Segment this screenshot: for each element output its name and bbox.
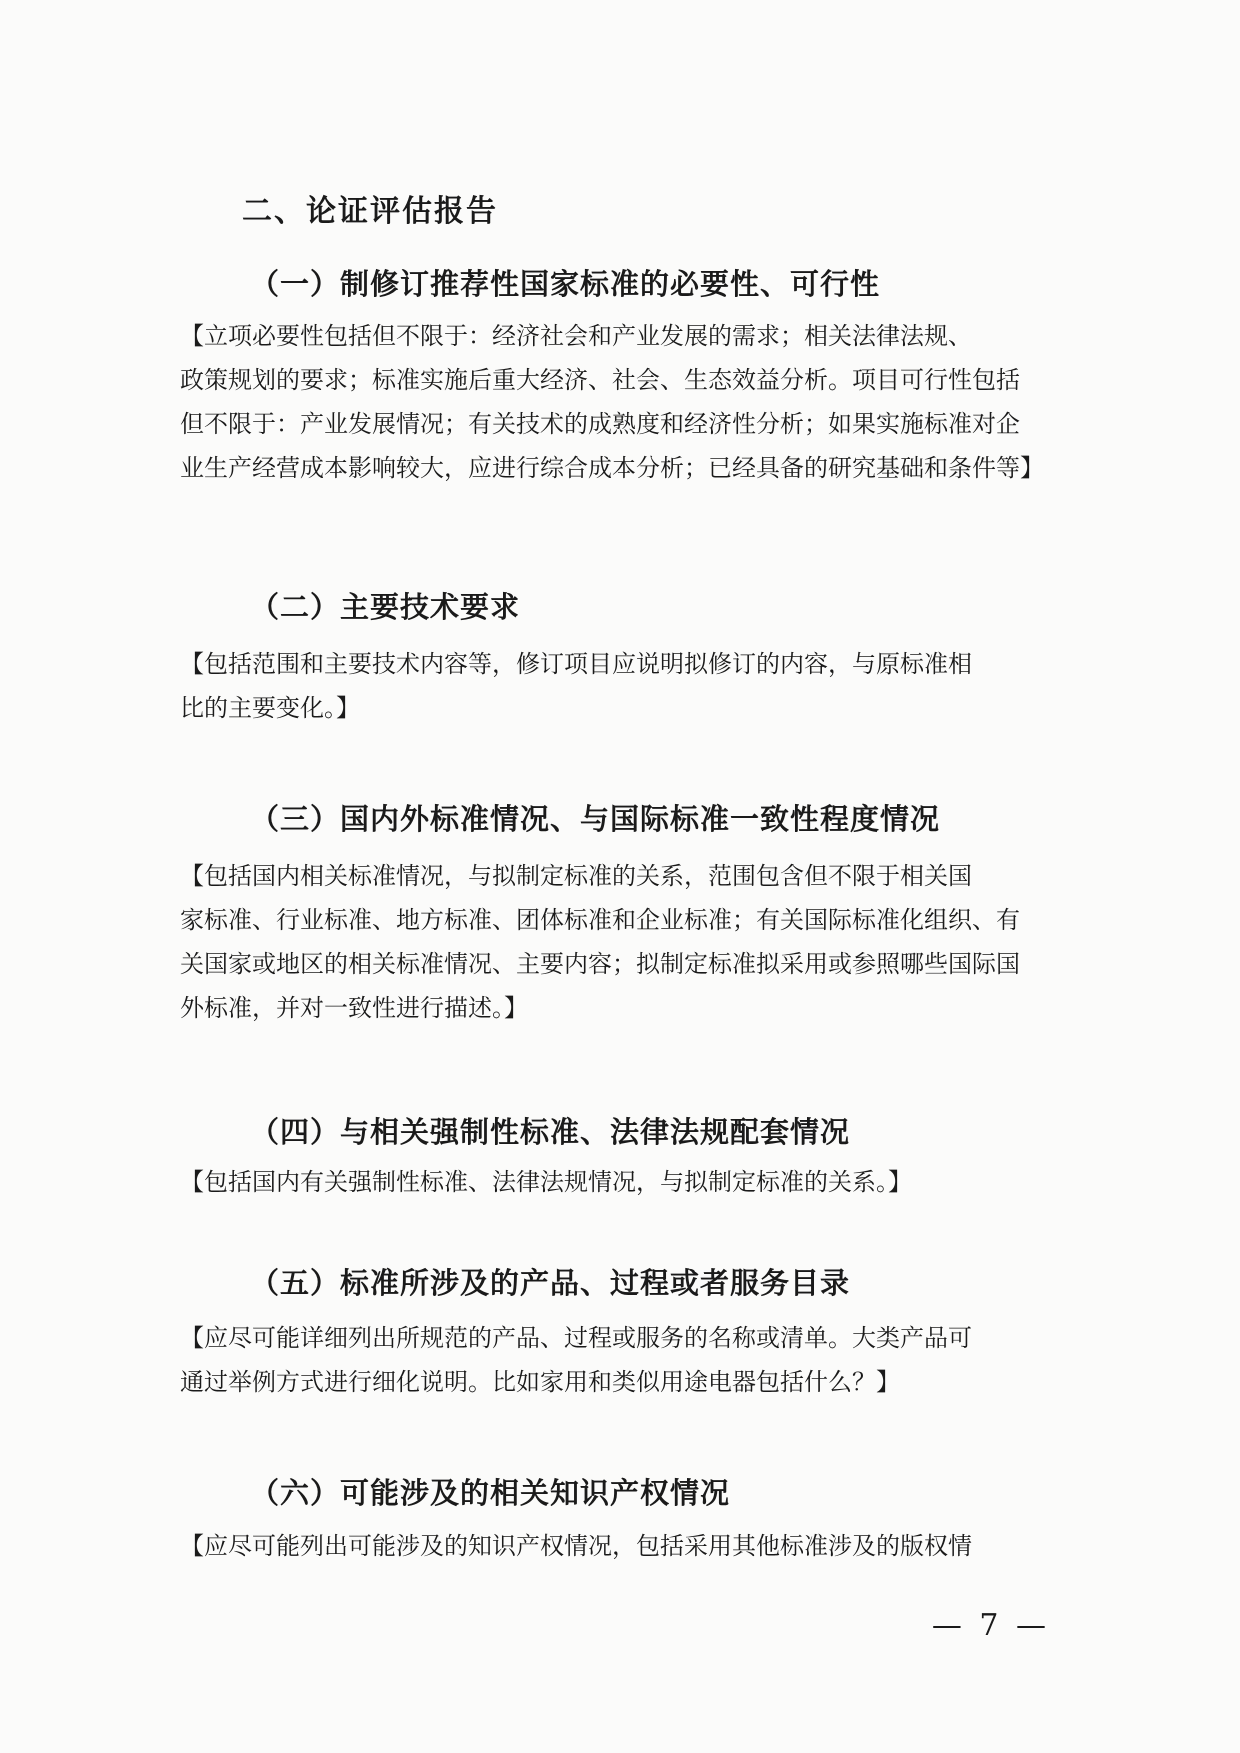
section-note-3	[180, 854, 1050, 1030]
section-note-2	[180, 642, 1050, 730]
note-line: 关国家或地区的相关标准情况、主要内容；拟制定标准拟采用或参照哪些国际国	[180, 950, 1020, 978]
section-heading-5: （五）标准所涉及的产品、过程或者服务目录	[250, 1266, 851, 1300]
note-line: 家标准、行业标准、地方标准、团体标准和企业标准；有关国际标准化组织、有	[180, 906, 1020, 934]
section-heading-2: （二）主要技术要求	[250, 590, 521, 624]
section-heading-4: （四）与相关强制性标准、法律法规配套情况	[250, 1115, 851, 1149]
note-line: 【包括国内有关强制性标准、法律法规情况，与拟制定标准的关系。】	[180, 1168, 912, 1196]
note-line: 比的主要变化。】	[180, 694, 360, 722]
note-line: 但不限于：产业发展情况；有关技术的成熟度和经济性分析；如果实施标准对企	[180, 410, 1020, 438]
section-note-5	[180, 1316, 1050, 1404]
section-note-6	[180, 1524, 1050, 1568]
note-line: 【应尽可能列出可能涉及的知识产权情况，包括采用其他标准涉及的版权情	[180, 1532, 972, 1560]
note-line: 【包括国内相关标准情况，与拟制定标准的关系，范围包含但不限于相关国	[180, 862, 972, 890]
section-heading-1: （一）制修订推荐性国家标准的必要性、可行性	[250, 267, 881, 301]
note-line: 业生产经营成本影响较大，应进行综合成本分析；已经具备的研究基础和条件等】	[180, 454, 1044, 482]
section-note-4	[180, 1160, 1050, 1204]
section-note-1	[180, 314, 1050, 490]
page-title: 二、论证评估报告	[242, 194, 498, 229]
note-line: 通过举例方式进行细化说明。比如家用和类似用途电器包括什么？】	[180, 1368, 900, 1396]
note-line: 外标准，并对一致性进行描述。】	[180, 994, 528, 1022]
note-line: 【包括范围和主要技术内容等，修订项目应说明拟修订的内容，与原标准相	[180, 650, 972, 678]
page-number: — 7 —	[931, 1608, 1050, 1643]
section-heading-3: （三）国内外标准情况、与国际标准一致性程度情况	[250, 802, 941, 836]
section-heading-6: （六）可能涉及的相关知识产权情况	[250, 1476, 731, 1510]
note-line: 【应尽可能详细列出所规范的产品、过程或服务的名称或清单。大类产品可	[180, 1324, 972, 1352]
note-line: 【立项必要性包括但不限于：经济社会和产业发展的需求；相关法律法规、	[180, 322, 972, 350]
note-line: 政策规划的要求；标准实施后重大经济、社会、生态效益分析。项目可行性包括	[180, 366, 1020, 394]
